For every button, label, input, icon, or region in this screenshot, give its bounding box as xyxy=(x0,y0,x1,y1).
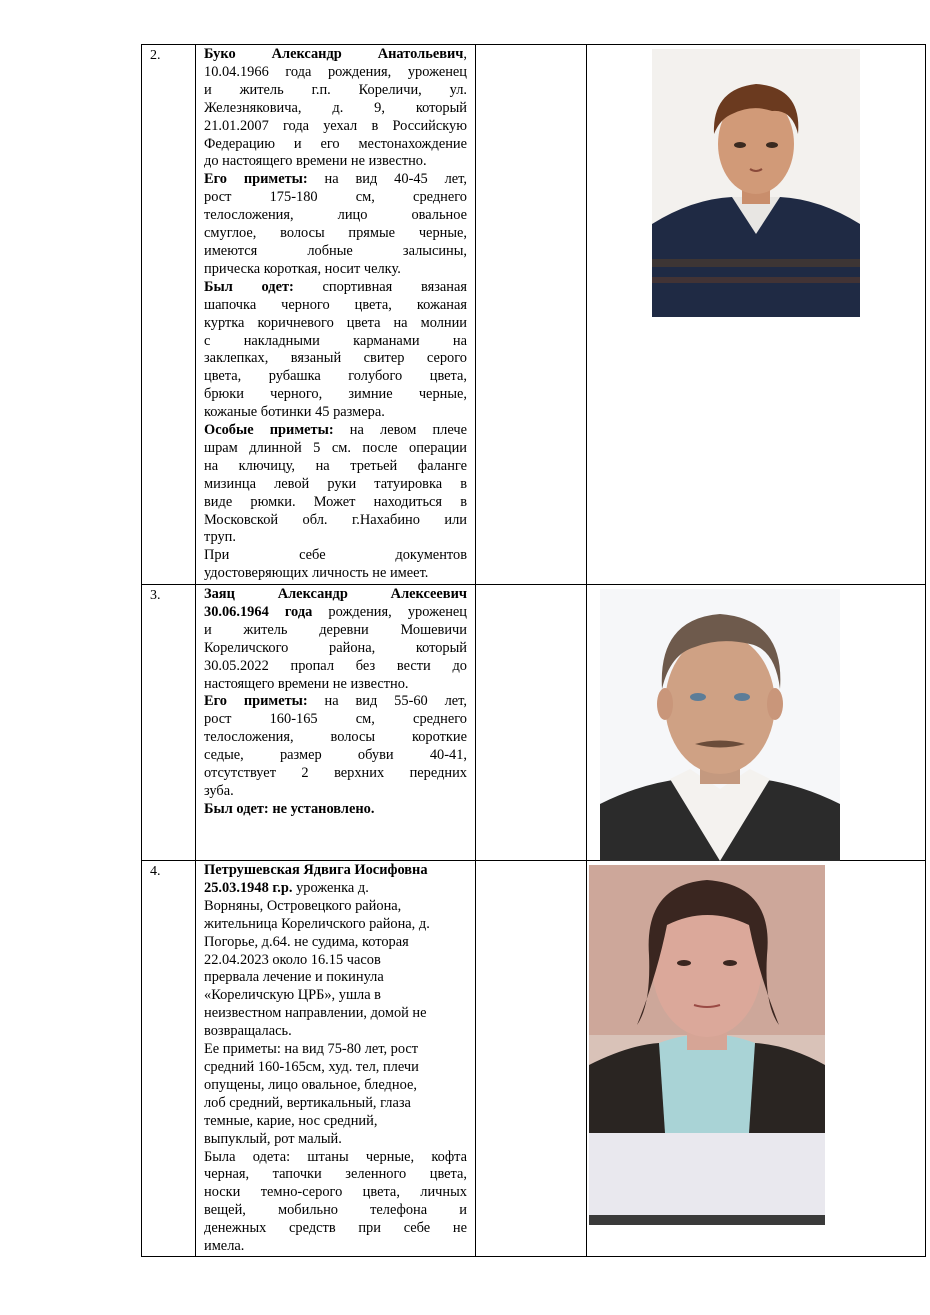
person-description: Буко Александр Анатольевич, 10.04.1966 года рождения, уроженец и житель г.п. Кореличи, ул. Железняковича, д. 9, который 21.01.2007 года уехал в Российскую Федерацию и его местонахождение до настоящего времени не известно. Его приметы: на вид 40-45 лет, рост 175-180 см, среднего телосложения, лицо овальное смуглое, волосы прямые черные, имеются лобные залысины, прическа короткая, носит челку. Был одет: спортивная вязаная шапочка черного цвета, кожаная куртка коричневого цвета на молнии с накладными карманами на заклепках, вязаный свитер серого цвета, рубашка голубого цвета, брюки черного, зимние черные, кожаные ботинки 45 размера. Особые приметы: на левом плече шрам длинной 5 см. после операции на ключицу, на третьей фаланге мизинца левой руки татуировка в виде рюмки. Может находиться в Московской обл. г.Нахабино или труп. При себе документов удостоверяющих личность не имеет. xyxy=(196,45,476,585)
special-signs-label: Особые приметы: xyxy=(204,422,334,439)
person-photo xyxy=(600,589,840,861)
person-description: Петрушевская Ядвига Иосифовна 25.03.1948 г.р. уроженка д. Ворняны, Островецкого района, жительница Кореличского района, д. Погорье, д.64. не судима, которая 22.04.2023 около 16.15 часов прервала лечение и покинула «Кореличскую ЦРБ», ушла в неизвестном направлении, домой не возвращалась. Ее приметы: на вид 75-80 лет, рост средний 160-165см, худ. тел, плечи опущены, лицо овальное, бледное, лоб средний, вертикальный, глаза темные, карие, нос средний, выпуклый, рот малый. Была одета: штаны черные, кофта черная, тапочки зеленного цвета, носки темно-серого цвета, личных вещей, мобильно телефона и денежных средств при себе не имела. xyxy=(196,861,476,1257)
row-number: 2. xyxy=(142,45,196,585)
row-number: 3. xyxy=(142,585,196,861)
person-photo xyxy=(652,49,860,317)
woman-portrait-icon xyxy=(589,865,825,1225)
person-photo xyxy=(589,865,825,1225)
photo-cell xyxy=(587,861,926,1257)
empty-cell xyxy=(476,585,587,861)
man-portrait-icon xyxy=(652,49,860,317)
clothes-status: Был одет: не установлено. xyxy=(204,800,375,817)
person-name: Заяц Александр Алексеевич xyxy=(204,586,467,602)
signs-label: Его приметы: xyxy=(204,171,308,188)
table-row xyxy=(142,861,926,1257)
photo-cell xyxy=(587,45,926,585)
person-name: Буко Александр Анатольевич xyxy=(204,46,464,62)
birth-date: 25.03.1948 г.р. xyxy=(204,879,293,896)
table-row xyxy=(142,585,926,861)
row-number: 4. xyxy=(142,861,196,1257)
empty-cell xyxy=(476,861,587,1257)
man-portrait-icon xyxy=(600,589,840,861)
empty-cell xyxy=(476,45,587,585)
clothes-label: Был одет: xyxy=(204,278,294,295)
person-description: Заяц Александр Алексеевич 30.06.1964 года рождения, уроженец и житель деревни Мошевичи Кореличского района, который 30.05.2022 пропал без вести до настоящего времени не известно. Его приметы: на вид 55-60 лет, рост 160-165 см, среднего телосложения, волосы короткие седые, размер обуви 40-41, отсутствует 2 верхних передних зуба. Был одет: не установлено. xyxy=(196,585,476,861)
birth-date: 30.06.1964 года xyxy=(204,603,313,620)
person-name: Петрушевская Ядвига Иосифовна xyxy=(204,862,428,878)
photo-cell xyxy=(587,585,926,861)
table-row xyxy=(142,45,926,585)
missing-persons-table xyxy=(141,44,926,1257)
signs-label: Его приметы: xyxy=(204,693,308,710)
